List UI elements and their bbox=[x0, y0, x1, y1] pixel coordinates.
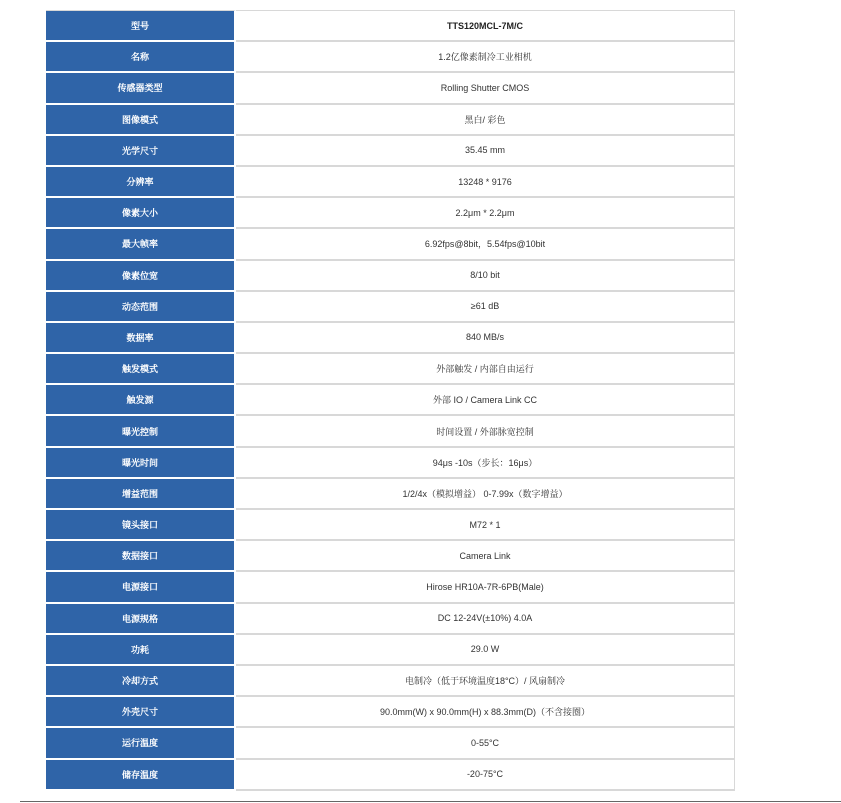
spec-table bbox=[46, 10, 735, 791]
spec-label: 冷却方式 bbox=[46, 666, 236, 697]
spec-value: 840 MB/s bbox=[236, 323, 735, 354]
spec-row bbox=[46, 292, 735, 323]
spec-value: 90.0mm(W) x 90.0mm(H) x 88.3mm(D)（不含接圈） bbox=[236, 697, 735, 728]
spec-label: 传感器类型 bbox=[46, 73, 236, 104]
spec-label: 曝光控制 bbox=[46, 416, 236, 447]
spec-row bbox=[46, 167, 735, 198]
spec-value: 外部 IO / Camera Link CC bbox=[236, 385, 735, 416]
spec-value: Camera Link bbox=[236, 541, 735, 572]
spec-label: 数据接口 bbox=[46, 541, 236, 572]
spec-label: 曝光时间 bbox=[46, 448, 236, 479]
spec-value: Rolling Shutter CMOS bbox=[236, 73, 735, 104]
spec-row bbox=[46, 572, 735, 603]
spec-row bbox=[46, 728, 735, 759]
spec-label: 触发源 bbox=[46, 385, 236, 416]
spec-value: ≥61 dB bbox=[236, 292, 735, 323]
spec-label: 分辨率 bbox=[46, 167, 236, 198]
spec-table-body bbox=[46, 10, 735, 791]
spec-row bbox=[46, 136, 735, 167]
spec-row bbox=[46, 760, 735, 791]
spec-row bbox=[46, 105, 735, 136]
spec-value: 1.2亿像素制冷工业相机 bbox=[236, 42, 735, 73]
spec-row bbox=[46, 697, 735, 728]
spec-label: 触发模式 bbox=[46, 354, 236, 385]
spec-label: 图像模式 bbox=[46, 105, 236, 136]
spec-label: 型号 bbox=[46, 10, 236, 42]
spec-value: 35.45 mm bbox=[236, 136, 735, 167]
spec-value: -20-75°C bbox=[236, 760, 735, 791]
spec-row bbox=[46, 385, 735, 416]
spec-label: 动态范围 bbox=[46, 292, 236, 323]
spec-value: 94μs -10s（步长：16μs） bbox=[236, 448, 735, 479]
spec-value: 13248 * 9176 bbox=[236, 167, 735, 198]
spec-label: 运行温度 bbox=[46, 728, 236, 759]
spec-label: 外壳尺寸 bbox=[46, 697, 236, 728]
spec-label: 增益范围 bbox=[46, 479, 236, 510]
spec-row bbox=[46, 323, 735, 354]
spec-label: 像素位宽 bbox=[46, 261, 236, 292]
spec-row bbox=[46, 510, 735, 541]
spec-row bbox=[46, 229, 735, 260]
spec-value: DC 12-24V(±10%) 4.0A bbox=[236, 604, 735, 635]
spec-label: 镜头接口 bbox=[46, 510, 236, 541]
spec-row bbox=[46, 10, 735, 42]
spec-label: 名称 bbox=[46, 42, 236, 73]
spec-label: 数据率 bbox=[46, 323, 236, 354]
spec-label: 电源规格 bbox=[46, 604, 236, 635]
spec-value: 外部触发 / 内部自由运行 bbox=[236, 354, 735, 385]
spec-row bbox=[46, 479, 735, 510]
spec-row bbox=[46, 604, 735, 635]
spec-value: TTS120MCL-7M/C bbox=[236, 10, 735, 42]
spec-label: 光学尺寸 bbox=[46, 136, 236, 167]
spec-value: 6.92fps@8bit，5.54fps@10bit bbox=[236, 229, 735, 260]
spec-value: M72 * 1 bbox=[236, 510, 735, 541]
spec-value: 0-55°C bbox=[236, 728, 735, 759]
spec-value: 2.2μm * 2.2μm bbox=[236, 198, 735, 229]
spec-row bbox=[46, 42, 735, 73]
spec-value: 黑白/ 彩色 bbox=[236, 105, 735, 136]
spec-value: 8/10 bit bbox=[236, 261, 735, 292]
bottom-divider bbox=[20, 801, 841, 802]
spec-row bbox=[46, 666, 735, 697]
spec-value: 29.0 W bbox=[236, 635, 735, 666]
spec-label: 像素大小 bbox=[46, 198, 236, 229]
spec-row bbox=[46, 261, 735, 292]
spec-value: 1/2/4x（模拟增益） 0-7.99x（数字增益） bbox=[236, 479, 735, 510]
spec-row bbox=[46, 354, 735, 385]
spec-value: Hirose HR10A-7R-6PB(Male) bbox=[236, 572, 735, 603]
spec-label: 最大帧率 bbox=[46, 229, 236, 260]
spec-value: 时间设置 / 外部脉宽控制 bbox=[236, 416, 735, 447]
spec-value: 电制冷（低于环境温度18°C）/ 风扇制冷 bbox=[236, 666, 735, 697]
spec-row bbox=[46, 416, 735, 447]
spec-row bbox=[46, 198, 735, 229]
spec-label: 电源接口 bbox=[46, 572, 236, 603]
spec-row bbox=[46, 541, 735, 572]
spec-row bbox=[46, 448, 735, 479]
spec-row bbox=[46, 635, 735, 666]
spec-label: 储存温度 bbox=[46, 760, 236, 791]
spec-row bbox=[46, 73, 735, 104]
spec-label: 功耗 bbox=[46, 635, 236, 666]
